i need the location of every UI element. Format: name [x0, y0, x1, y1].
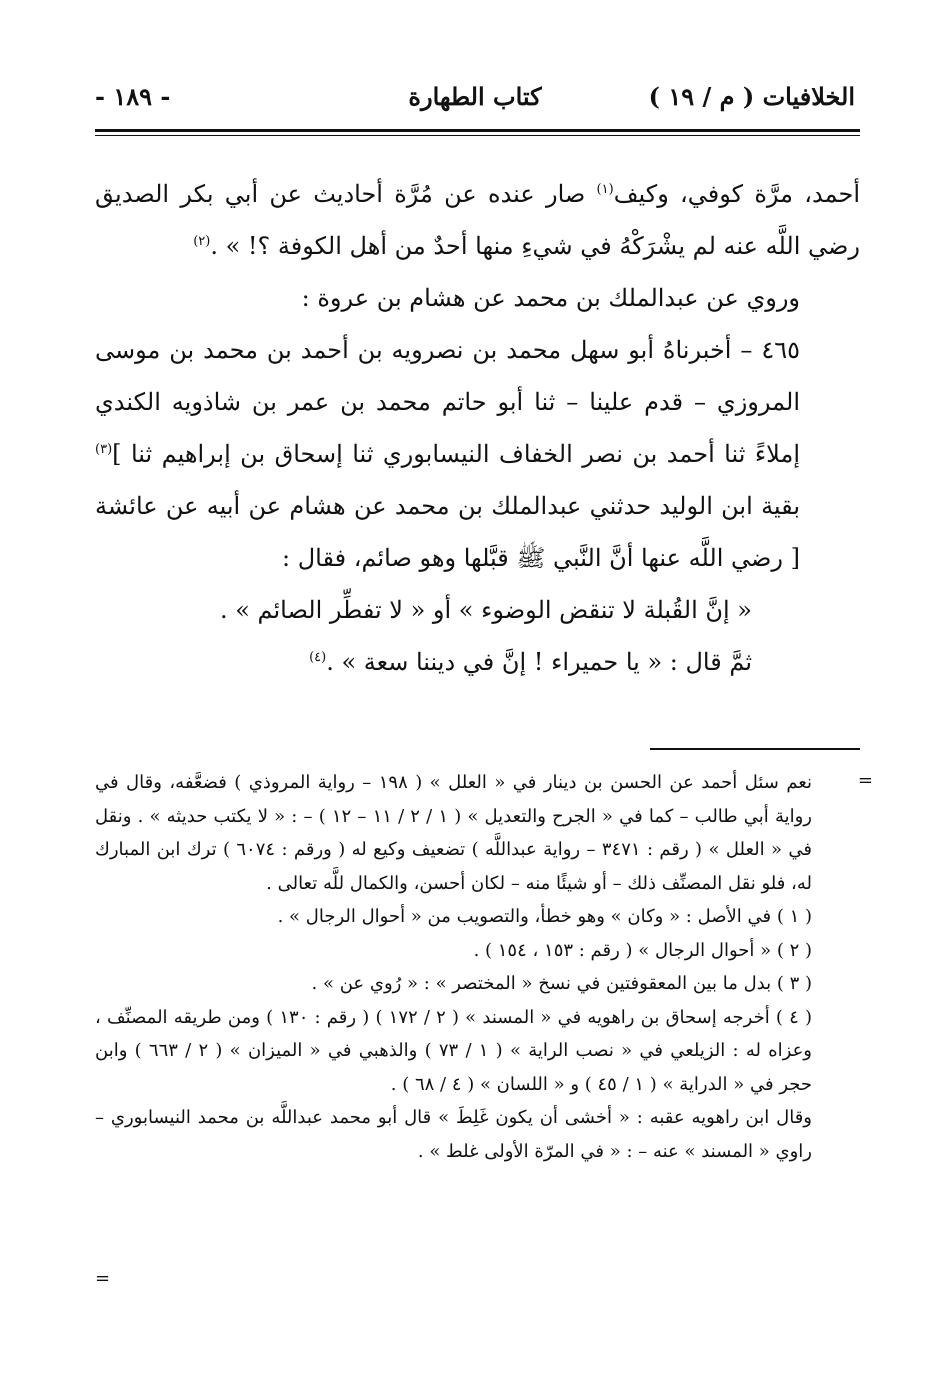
footnote-ref-4: (٤) [309, 650, 327, 665]
quote-2 [95, 636, 860, 688]
text-segment: بقية ابن الوليد حدثني عبدالملك بن محمد عن هشام عن أبيه عن عائشة [ رضي اللَّه عنها أنَّ النَّبي ﷺ قبَّلها وهو صائم، فقال : [95, 492, 800, 572]
header-rule-thin [95, 135, 860, 136]
footnote-ref-1: (١) [596, 182, 614, 197]
paragraph-1 [95, 168, 860, 272]
footnote-ref-3: (٣) [95, 442, 113, 457]
book-title: الخلافيات ( م / ١٩ ) [648, 82, 855, 111]
page-header [95, 82, 855, 126]
text-segment: صار عنده عن مُرَّة أحاديث عن أبي بكر الصديق رضي اللَّه عنه لم يشْرَكْهُ في شيءِ منها أحدٌ من أهل الكوفة ؟! » . [95, 180, 860, 260]
footnote-continued: نعم سئل أحمد عن الحسن بن دينار في « العلل » ( ١٩٨ – رواية المروذي ) فضعَّفه، وقال في رواية أبي طالب – كما في « الجرح والتعديل » ( ١ / ٢ / ١١ – ١٢ ) – : « لا يكتب حديثه » . ونقل في « العلل » ( رقم : ٣٤٧١ – رواية عبداللَّه ) تضعيف وكيع له ( ورقم : ٦٠٧٤ ) ترك ابن المبارك له، فلو نقل المصنِّف ذلك – أو شيئًا منه – لكان أحسن، والكمال للَّه تعالى . [95, 772, 812, 894]
footnote-1: ( ١ ) في الأصل : « وكان » وهو خطأ، والتصويب من « أحوال الرجال » . [277, 906, 812, 927]
footnote-4-continued: وقال ابن راهويه عقبه : « أخشى أن يكون غَلِطَ » قال أبو محمد عبداللَّه بن محمد النيسابوري – راوي « المسند » عنه – : « في المرّة الأولى غلط » . [95, 1107, 812, 1162]
main-text [95, 168, 860, 688]
footnote-ref-2: (٢) [193, 234, 211, 249]
footnotes [95, 766, 860, 1168]
paragraph-hadith-465 [95, 324, 860, 584]
footnote-4: ( ٤ ) أخرجه إسحاق بن راهويه في « المسند » ( ٢ / ١٧٢ ) ( رقم : ١٣٠ ) ومن طريقه المصنِّف ، وعزاه له : الزيلعي في « نصب الراية » ( ١ / ٧٣ ) والذهبي في « الميزان » ( ٢ / ٦٦٣ ) وابن حجر في « الدراية » ( ١ / ٤٥ ) و « اللسان » ( ٤ / ٦٨ ) . [95, 1006, 812, 1095]
header-rule-thick [95, 129, 860, 132]
footnote-separator [650, 748, 860, 750]
text-segment: ٤٦٥ – أخبرناهُ أبو سهل محمد بن نصرويه بن أحمد بن محمد بن موسى المروزي – قدم علينا – ثنا أبو حاتم محمد بن عمر بن شاذويه الكندي إملاءً ثنا أحمد بن نصر الخفاف النيسابوري ثنا إسحاق بن إبراهيم ثنا ] [95, 336, 800, 468]
chapter-title: كتاب الطهارة [408, 82, 542, 111]
text-segment: أحمد، مرَّة كوفي، وكيف [613, 180, 860, 208]
page-number: - ١٨٩ - [95, 82, 171, 111]
footnote-3: ( ٣ ) بدل ما بين المعقوفتين في نسخ « المختصر » : « رُوي عن » . [311, 973, 812, 994]
footnote-2: ( ٢ ) « أحوال الرجال » ( رقم : ١٥٣ ، ١٥٤ ) . [473, 939, 812, 961]
paragraph-2: وروي عن عبدالملك بن محمد عن هشام بن عروة : [301, 284, 800, 312]
text-segment: ثمَّ قال : « يا حميراء ! إنَّ في ديننا سعة » . [326, 648, 752, 676]
next-page-marker: = [95, 1268, 111, 1289]
continuation-marker: = [857, 770, 873, 791]
quote-1: « إنَّ القُبلة لا تنقض الوضوء » أو « لا تفطِّر الصائم » . [219, 596, 752, 624]
